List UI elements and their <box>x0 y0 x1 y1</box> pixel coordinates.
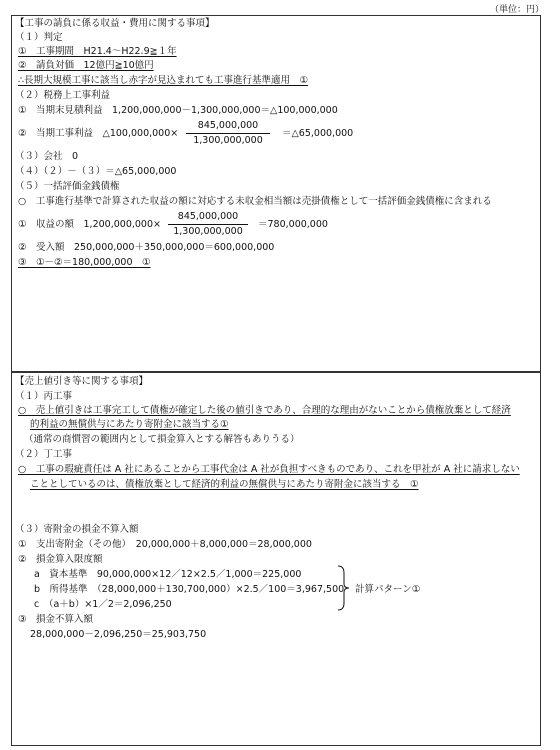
hei-construction-line-2: 的利益の無償供与にあたり寄附金に該当する① <box>30 419 229 430</box>
hei-construction-note: （通常の商慣習の範囲内として損金算入とする解答もありうる） <box>24 434 300 445</box>
received-amount-line: ② 受入額 250,000,000＋350,000,000＝600,000,000 <box>18 242 275 253</box>
right-brace-icon <box>336 565 350 611</box>
non-deductible-heading: ③ 損金不算入額 <box>18 614 94 625</box>
donation-expenditure: ① 支出寄附金（その他） 20,000,000＋8,000,000＝28,000,000 <box>18 539 312 550</box>
section1-heading: 【工事の請負に係る収益・費用に関する事項】 <box>15 18 215 29</box>
donation-heading: （３）寄附金の損金不算入額 <box>15 524 139 535</box>
judgment-conclusion: ∴長期大規模工事に該当し赤字が見込まれても工事進行基準適用 ① <box>18 75 309 86</box>
revenue-fraction <box>168 211 248 238</box>
judgment-line-2: ② 請負対価 12億円≧10億円 <box>18 60 154 71</box>
calculation-pattern-label: 計算パターン① <box>355 584 421 595</box>
unit-label: （単位：円） <box>489 5 544 15</box>
judgment-heading: （１）判定 <box>15 32 63 43</box>
fraction-bar <box>168 224 248 225</box>
period-profit-fraction <box>186 120 270 147</box>
receivable-result-line <box>18 257 151 269</box>
hei-construction-heading: （１）丙工事 <box>15 391 73 402</box>
receivables-note: ○ 工事進行基準で計算された収益の額に対応する未収金相当額は売掛債権として一括評価金銭債権に含まれる <box>18 196 492 207</box>
receivable-result: ③ ①－②＝180,000,000 ① <box>18 257 151 268</box>
section2-heading: 【売上値引き等に関する事項】 <box>15 376 149 387</box>
difference-line: （４）（２）－（３）＝△65,000,000 <box>15 166 177 177</box>
tax-profit-heading: （２）税務上工事利益 <box>15 90 111 101</box>
receivables-heading: （５）一括評価金銭債権 <box>15 181 120 192</box>
judgment-line-1: ① 工事期間 H21.4～H22.9≧１年 <box>18 46 177 57</box>
tei-construction-line-1: ○ 工事の瑕疵責任は A 社にあることから工事代金は A 社が負担すべきものであり、これを甲社が A 社に請求しない <box>18 464 520 475</box>
revenue-numerator: 845,000,000 <box>177 211 239 222</box>
revenue-result: ＝780,000,000 <box>258 219 328 230</box>
non-deductible-amount: 28,000,000－2,096,250＝25,903,750 <box>30 629 207 640</box>
income-basis-line: b 所得基準 （28,000,000＋130,700,000）×2.5／100＝3,967,500 <box>34 584 345 595</box>
period-profit-label: ② 当期工事利益 △100,000,000× <box>18 128 179 139</box>
revenue-amount-label: ① 収益の額 1,200,000,000× <box>18 219 161 230</box>
combined-basis-line: c （a＋b）×1／2＝2,096,250 <box>34 599 172 610</box>
period-profit-result: ＝△65,000,000 <box>282 128 354 139</box>
revenue-denominator: 1,300,000,000 <box>173 226 243 237</box>
capital-basis-line: a 資本基準 90,000,000×12／12×2.5／1,000＝225,000 <box>34 569 302 580</box>
company-line: （３）会社 0 <box>15 151 79 162</box>
deduction-limit-heading: ② 損金算入限度額 <box>18 554 103 565</box>
fraction-bar <box>186 133 270 134</box>
period-profit-numerator: 845,000,000 <box>197 120 259 131</box>
estimated-profit-line: ① 当期末見積利益 1,200,000,000－1,300,000,000＝△100,000,000 <box>18 105 338 116</box>
hei-construction-line-1: ○ 売上値引きは工事完工して債権が確定した後の値引きであり、合理的な理由がないことから債権放棄として経済 <box>18 405 511 416</box>
tei-construction-heading: （２）丁工事 <box>15 449 73 460</box>
tei-construction-line-2: こととしているのは、債権放棄として経済的利益の無償供与にあたり寄附金に該当する ① <box>30 479 419 490</box>
period-profit-denominator: 1,300,000,000 <box>193 135 263 146</box>
